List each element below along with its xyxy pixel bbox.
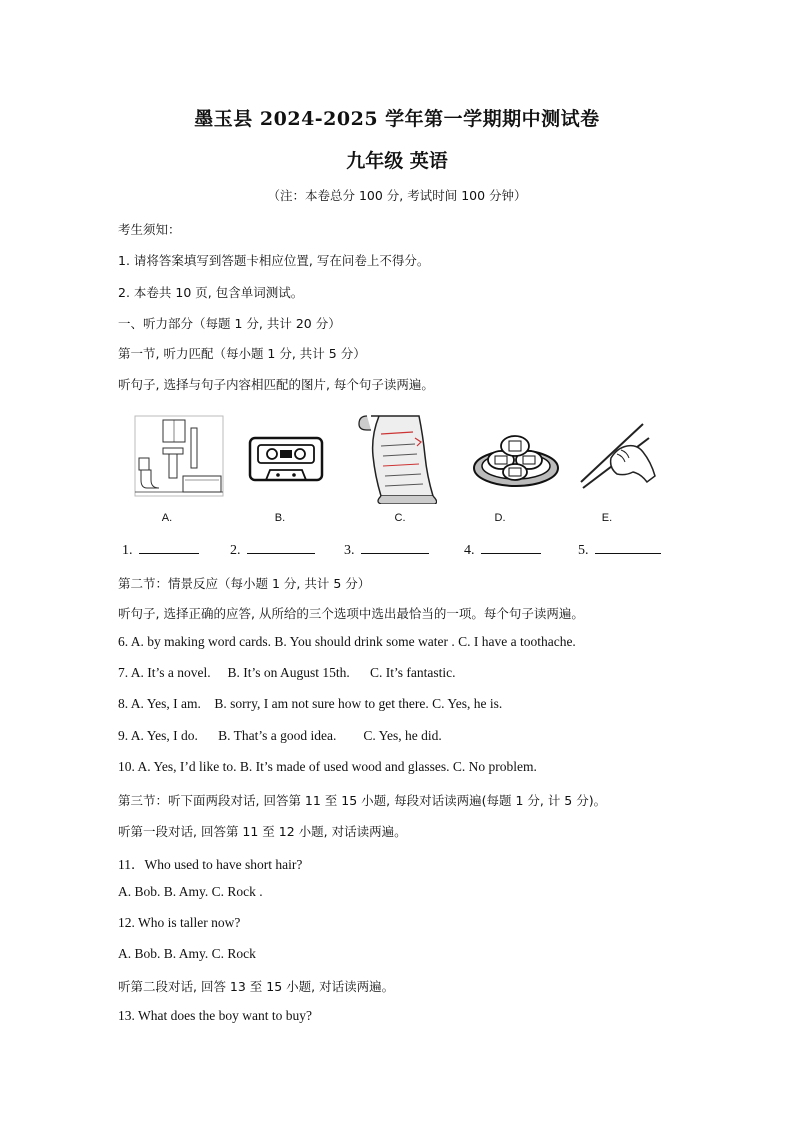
- answer-blank-5[interactable]: 5.: [578, 539, 661, 559]
- picture-label-a: A.: [161, 512, 173, 524]
- section3-heading: 第三节：听下面两段对话, 回答第 11 至 15 小题, 每段对话读两遍(每题 1 分, 计 5 分)。: [118, 793, 607, 808]
- picture-label-d: D.: [494, 512, 506, 524]
- section1-heading: 第一节, 听力匹配（每小题 1 分, 共计 5 分）: [118, 346, 366, 361]
- answer-blank-4[interactable]: 4.: [464, 539, 541, 559]
- question-9: 9. A. Yes, I do. B. That’s a good idea. C. Yes, he did.: [118, 728, 442, 743]
- picture-label-c: C.: [394, 512, 406, 524]
- question-7: 7. A. It’s a novel. B. It’s on August 15th. C. It’s fantastic.: [118, 665, 456, 680]
- question-11: 11．Who used to have short hair?: [118, 857, 303, 872]
- instructions-heading: 考生须知：: [118, 222, 181, 237]
- question-11-options: A. Bob. B. Amy. C. Rock .: [118, 884, 263, 899]
- question-6: 6. A. by making word cards. B. You should drink some water . C. I have a toothache.: [118, 634, 576, 649]
- question-12: 12. Who is taller now?: [118, 915, 241, 930]
- question-12-options: A. Bob. B. Amy. C. Rock: [118, 946, 256, 961]
- instruction-item-2: 2. 本卷共 10 页, 包含单词测试。: [118, 285, 304, 300]
- exam-note: （注：本卷总分 100 分, 考试时间 100 分钟）: [267, 188, 527, 203]
- exam-subtitle: 九年级 英语: [346, 150, 448, 172]
- bathroom-icon: [133, 414, 225, 498]
- dialog2-instruction: 听第二段对话, 回答 13 至 15 小题, 对话读两遍。: [118, 979, 395, 994]
- section2-heading: 第二节：情景反应（每小题 1 分, 共计 5 分）: [118, 576, 371, 591]
- chopsticks-hand-icon: [577, 418, 657, 490]
- question-8: 8. A. Yes, I am. B. sorry, I am not sure how to get there. C. Yes, he is.: [118, 696, 503, 711]
- answer-blank-1[interactable]: 1.: [122, 539, 199, 559]
- question-13: 13. What does the boy want to buy?: [118, 1008, 312, 1023]
- dialog1-instruction: 听第一段对话, 回答第 11 至 12 小题, 对话读两遍。: [118, 824, 407, 839]
- section1-instruction: 听句子, 选择与句子内容相匹配的图片, 每个句子读两遍。: [118, 377, 434, 392]
- exam-title: 墨玉县 2024-2025 学年第一学期期中测试卷: [194, 108, 600, 130]
- section2-instruction: 听句子, 选择正确的应答, 从所给的三个选项中选出最恰当的一项。每个句子读两遍。: [118, 606, 584, 621]
- answer-blanks-row: [118, 539, 678, 559]
- mooncakes-plate-icon: [471, 420, 561, 490]
- answer-blank-3[interactable]: 3.: [344, 539, 429, 559]
- part1-heading: 一、听力部分（每题 1 分, 共计 20 分）: [118, 316, 341, 331]
- picture-label-b: B.: [274, 512, 286, 524]
- question-10: 10. A. Yes, I’d like to. B. It’s made of used wood and glasses. C. No problem.: [118, 759, 537, 774]
- picture-label-e: E.: [601, 512, 613, 524]
- answer-blank-2[interactable]: 2.: [230, 539, 315, 559]
- scroll-list-icon: [357, 408, 437, 504]
- cassette-tape-icon: [248, 436, 324, 482]
- instruction-item-1: 1. 请将答案填写到答题卡相应位置, 写在问卷上不得分。: [118, 253, 430, 268]
